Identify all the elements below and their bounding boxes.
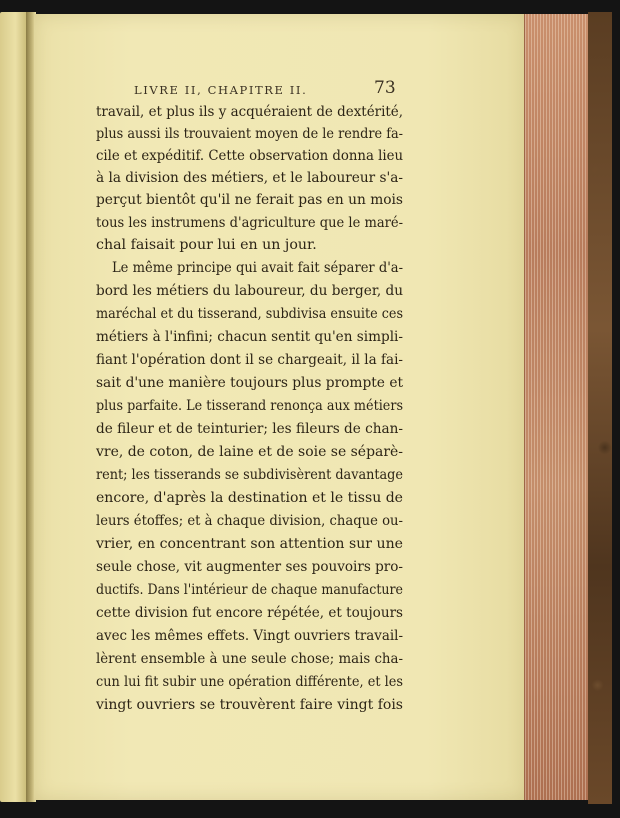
text-line: chal faisait pour lui en un jour. — [96, 237, 317, 253]
text-line: plus parfaite. Le tisserand renonça aux métiers — [96, 398, 403, 414]
text-line: vre, de coton, de laine et de soie se séparè- — [96, 444, 403, 460]
text-line: leurs étoffes; et à chaque division, chaque ou- — [96, 513, 403, 529]
text-line: à la division des métiers, et le laboureur s'a- — [96, 170, 403, 186]
text-line: Le même principe qui avait fait séparer d'a- — [112, 260, 403, 276]
text-line: lèrent ensemble à une seule chose; mais cha- — [96, 651, 403, 667]
text-line: encore, d'après la destination et le tissu de — [96, 490, 403, 506]
text-line: bord les métiers du laboureur, du berger, du — [96, 283, 403, 299]
text-line: ductifs. Dans l'intérieur de chaque manufacture — [96, 582, 403, 598]
text-line: avec les mêmes effets. Vingt ouvriers travail- — [96, 628, 403, 644]
text-line: travail, et plus ils y acquéraient de dextérité, — [96, 104, 403, 120]
text-line: maréchal et du tisserand, subdivisa ensuite ces — [96, 306, 403, 322]
text-line: de fileur et de teinturier; les fileurs de chan- — [96, 421, 403, 437]
text-line: métiers à l'infini; chacun sentit qu'en simpli- — [96, 329, 403, 345]
text-line: vrier, en concentrant son attention sur une — [96, 536, 403, 552]
text-line: perçut bientôt qu'il ne ferait pas en un mois — [96, 192, 403, 208]
page-number: 73 — [374, 78, 396, 98]
text-line: plus aussi ils trouvaient moyen de le rendre fa- — [96, 126, 403, 142]
text-line: cile et expéditif. Cette observation donna lieu — [96, 148, 403, 164]
text-line: tous les instrumens d'agriculture que le maré- — [96, 215, 403, 231]
running-head: LIVRE II, CHAPITRE II. — [134, 83, 308, 97]
text-line: vingt ouvriers se trouvèrent faire vingt fois — [96, 697, 403, 713]
text-line: fiant l'opération dont il se chargeait, il la fai- — [96, 352, 403, 368]
text-line: seule chose, vit augmenter ses pouvoirs pro- — [96, 559, 403, 575]
text-line: rent; les tisserands se subdivisèrent davantage — [96, 467, 403, 483]
text-line: sait d'une manière toujours plus prompte et — [96, 375, 403, 391]
text-line: cun lui fit subir une opération différente, et les — [96, 674, 403, 690]
text-line: cette division fut encore répétée, et toujours — [96, 605, 403, 621]
